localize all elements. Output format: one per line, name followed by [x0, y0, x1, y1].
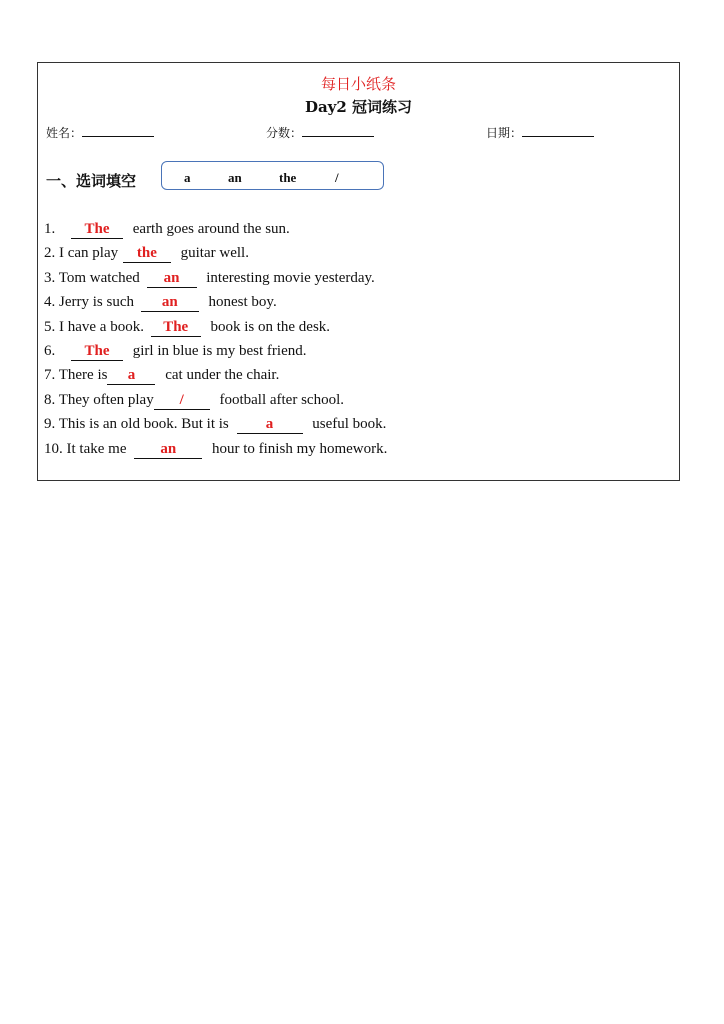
question-text: football after school. — [215, 391, 344, 408]
name-label: 姓名： — [46, 126, 83, 140]
worksheet-title: 每日小纸条 — [320, 75, 396, 93]
question-text: 6. — [44, 342, 59, 359]
question-text: earth goes around the sun. — [129, 221, 290, 237]
word-bank-item: an — [228, 170, 242, 185]
question-text: girl in blue is my best friend. — [129, 342, 307, 359]
question-8 — [44, 388, 387, 412]
score-label: 分数： — [266, 126, 303, 140]
question-text: hour to finish my homework. — [208, 440, 388, 457]
question-text: useful book. — [308, 416, 387, 433]
answer-blank[interactable]: a — [237, 416, 303, 434]
question-3 — [44, 266, 387, 290]
date-field[interactable] — [486, 124, 594, 141]
question-5 — [44, 315, 387, 339]
question-text: cat under the chair. — [161, 367, 280, 384]
question-text: 1. — [44, 221, 59, 237]
name-field[interactable] — [46, 124, 154, 141]
name-blank[interactable] — [82, 125, 154, 137]
question-9 — [44, 412, 387, 436]
question-1 — [44, 217, 387, 241]
worksheet-subtitle: Day2 冠词练习 — [304, 98, 413, 116]
question-list — [44, 217, 387, 461]
word-bank-item: / — [335, 170, 339, 185]
question-10 — [44, 437, 387, 461]
info-fields — [46, 124, 679, 140]
question-text: 2. I can play — [44, 245, 122, 262]
question-text: 4. Jerry is such — [44, 294, 138, 311]
answer-blank[interactable]: The — [71, 221, 123, 239]
question-7 — [44, 363, 387, 387]
question-text: honest boy. — [204, 294, 277, 311]
word-bank — [161, 161, 384, 190]
question-6 — [44, 339, 387, 363]
question-text: 9. This is an old book. But it is — [44, 416, 233, 433]
question-text: guitar well. — [176, 245, 249, 262]
worksheet — [37, 62, 680, 481]
question-2 — [44, 241, 387, 265]
answer-blank[interactable]: The — [71, 343, 123, 361]
word-bank-item: a — [184, 170, 191, 185]
question-text: book is on the desk. — [206, 318, 331, 335]
question-4 — [44, 290, 387, 314]
score-blank[interactable] — [302, 125, 374, 137]
answer-blank[interactable]: an — [134, 441, 202, 459]
question-text: interesting movie yesterday. — [202, 269, 375, 286]
score-field[interactable] — [266, 124, 374, 141]
answer-blank[interactable]: an — [147, 270, 197, 288]
word-bank-item: the — [279, 170, 297, 185]
question-text: 10. It take me — [44, 440, 131, 457]
question-text: 3. Tom watched — [44, 269, 144, 286]
answer-blank[interactable]: the — [123, 245, 171, 263]
answer-blank[interactable]: / — [154, 392, 210, 410]
question-text: 5. I have a book. — [44, 318, 148, 335]
section-heading: 一、选词填空 — [46, 172, 137, 190]
answer-blank[interactable]: The — [151, 319, 201, 337]
question-text: 8. They often play — [44, 391, 154, 408]
answer-blank[interactable]: an — [141, 294, 199, 312]
date-label: 日期： — [486, 126, 523, 140]
question-text: 7. There is — [44, 367, 108, 384]
date-blank[interactable] — [522, 125, 594, 137]
answer-blank[interactable]: a — [107, 367, 155, 385]
